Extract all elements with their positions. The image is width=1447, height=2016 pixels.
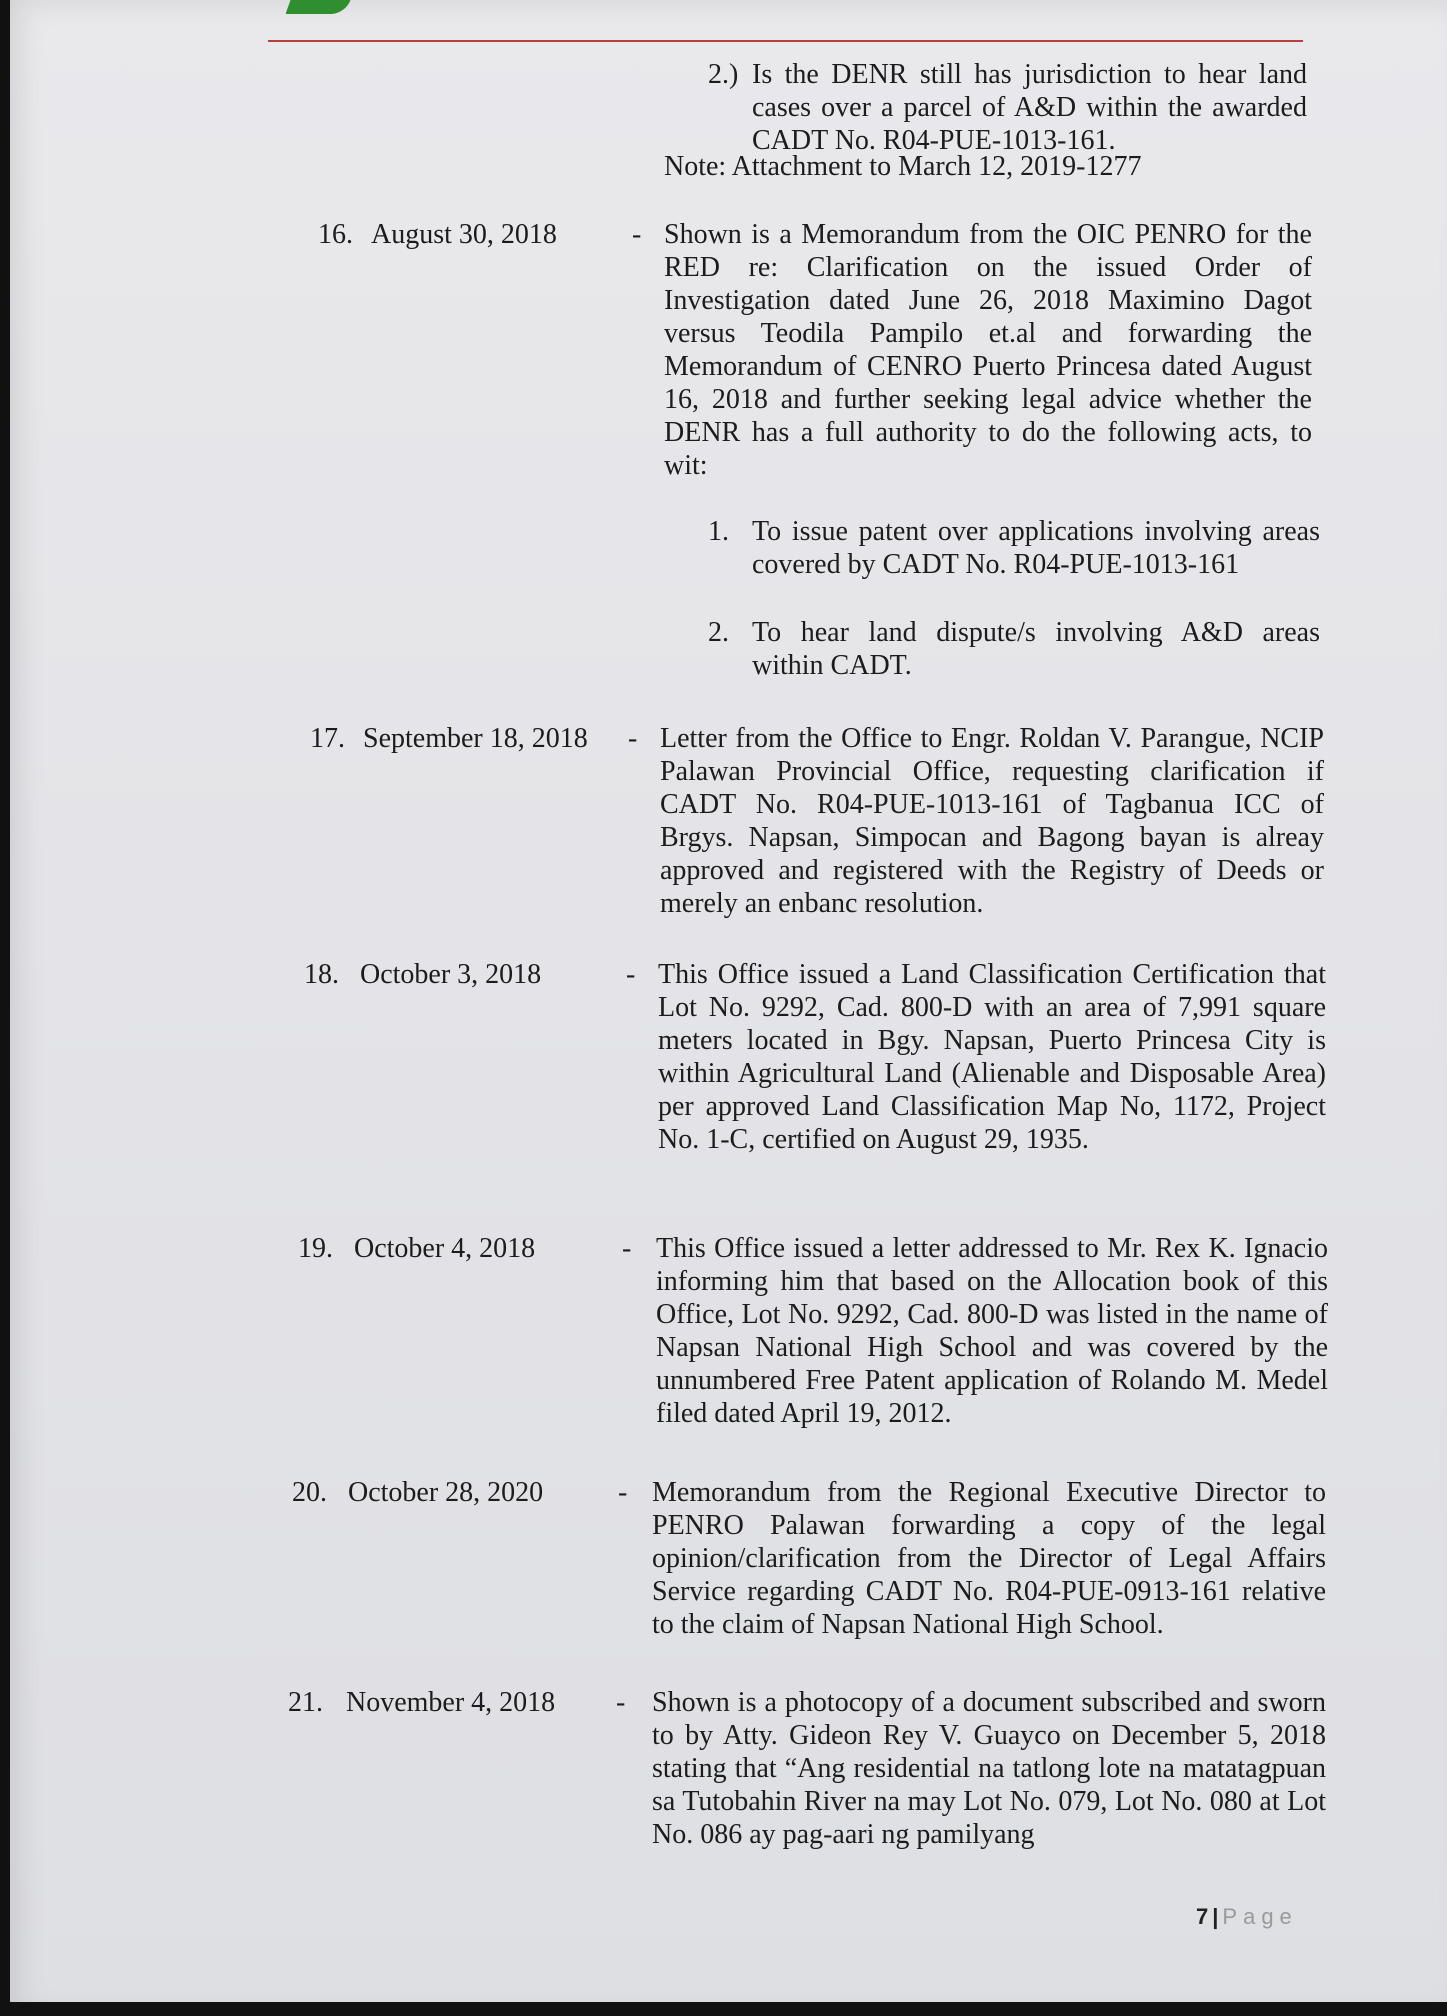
item-description: This Office issued a letter addressed to Mr. Rex K. Ignacio informing him that based on the Allocation book of this Office, Lot No. 9292, Cad. 800-D was listed in the name of Napsan National High School and was covered by the unnumbered Free Patent application of Rolando M. Medel filed dated April 19, 2012. xyxy=(656,1233,1328,1429)
item-number: 19. xyxy=(298,1233,333,1264)
item-date: August 30, 2018 xyxy=(371,219,557,250)
item-dash: - xyxy=(628,723,638,754)
item-number: 21. xyxy=(288,1687,323,1718)
page-number-value: 7 xyxy=(1196,1904,1209,1929)
item-description: This Office issued a Land Classification Certification that Lot No. 9292, Cad. 800-D with an area of 7,991 square meters located in Bgy. Napsan, Puerto Princesa City is within Agricultural Land (Alienable and Disposable Area) per approved Land Classification Map No, 1172, Project No. 1-C, certified on August 29, 1935. xyxy=(658,959,1326,1155)
page-separator: | xyxy=(1212,1904,1219,1929)
sub-item-text: Is the DENR still has jurisdiction to hear land cases over a parcel of A&D within the awarded CADT No. R04-PUE-1013-161. xyxy=(752,59,1307,156)
item-number: 18. xyxy=(304,959,339,990)
sub-item-marker: 2.) xyxy=(708,59,739,90)
item-dash: - xyxy=(626,959,636,990)
page-number xyxy=(1196,1904,1298,1930)
agency-logo-fragment xyxy=(285,0,350,14)
item-date: October 3, 2018 xyxy=(360,959,542,990)
item-description: Memorandum from the Regional Executive Director to PENRO Palawan forwarding a copy of the legal opinion/clarification from the Director of Legal Affairs Service regarding CADT No. R04-PUE-0913-161 relative to the claim of Napsan National High School. xyxy=(652,1477,1326,1640)
item-dash: - xyxy=(616,1687,626,1718)
item-dash: - xyxy=(622,1233,632,1264)
header-divider xyxy=(268,40,1303,42)
item-date: October 28, 2020 xyxy=(348,1477,544,1508)
item-description: Shown is a photocopy of a document subscribed and sworn to by Atty. Gideon Rey V. Guayco on December 5, 2018 stating that “Ang residential na tatlong lote na matatagpuan sa Tutobahin River na may Lot No. 079, Lot No. 080 at Lot No. 086 ay pag-aari ng pamilyang xyxy=(652,1687,1326,1850)
item-description: Letter from the Office to Engr. Roldan V. Parangue, NCIP Palawan Provincial Office, requesting clarification if CADT No. R04-PUE-1013-161 of Tagbanua ICC of Brgys. Napsan, Simpocan and Bagong bayan is alreay approved and registered with the Registry of Deeds or merely an enbanc resolution. xyxy=(660,723,1324,919)
item-number: 20. xyxy=(292,1477,327,1508)
sub-item-marker: 2. xyxy=(708,617,729,648)
sub-item-text: To issue patent over applications involving areas covered by CADT No. R04-PUE-1013-161 xyxy=(752,516,1320,580)
item-number: 16. xyxy=(318,219,353,250)
item-dash: - xyxy=(618,1477,628,1508)
scan-left-edge xyxy=(0,0,10,2016)
sub-item-text: To hear land dispute/s involving A&D areas within CADT. xyxy=(752,617,1320,681)
item-date: October 4, 2018 xyxy=(354,1233,536,1264)
item-number: 17. xyxy=(310,723,345,754)
item-description: Shown is a Memorandum from the OIC PENRO for the RED re: Clarification on the issued Order of Investigation dated June 26, 2018 Maximino Dagot versus Teodila Pampilo et.al and forwarding the Memorandum of CENRO Puerto Princesa dated August 16, 2018 and further seeking legal advice whether the DENR has a full authority to do the following acts, to wit: xyxy=(664,219,1312,481)
item-date: November 4, 2018 xyxy=(346,1687,556,1718)
item-date: September 18, 2018 xyxy=(363,723,588,754)
attachment-note: Note: Attachment to March 12, 2019-1277 xyxy=(664,151,1142,182)
scan-bottom-edge xyxy=(0,2002,1447,2016)
item-dash: - xyxy=(632,219,642,250)
sub-item-marker: 1. xyxy=(708,516,729,547)
page-label: Page xyxy=(1222,1904,1298,1929)
